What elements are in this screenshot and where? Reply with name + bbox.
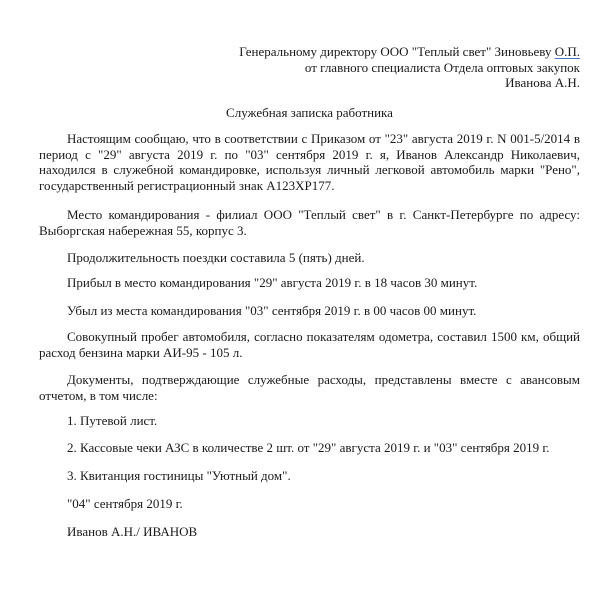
- list-item-receipts: 2. Кассовые чеки АЗС в количестве 2 шт. от "29" августа 2019 г. и "03" сентября 2019 г.: [67, 440, 550, 455]
- document-title: Служебная записка работника: [226, 105, 393, 120]
- list-item-hotel: 3. Квитанция гостиницы "Уютный дом".: [67, 468, 291, 483]
- paragraph-order: Настоящим сообщаю, что в соответствии с Приказом от "23" августа 2019 г. N 001-5/2014 в период с "29" августа 2019 г. по "03" сентября 2019 г. я, Иванов Александр Николаевич, находился в служебной командировке, используя личный легковой автомобиль марки "Рено", государственный регистрационный знак А123ХР177.: [39, 131, 580, 193]
- sender-name: Иванова А.Н.: [505, 75, 580, 91]
- addressee-initials: О.П.: [554, 44, 580, 59]
- sender-position: от главного специалиста Отдела оптовых закупок: [304, 59, 580, 75]
- document-date: "04" сентября 2019 г.: [67, 496, 183, 511]
- list-item-waybill: 1. Путевой лист.: [67, 413, 158, 428]
- signature: Иванов А.Н./ ИВАНОВ: [67, 524, 198, 539]
- paragraph-location: Место командирования - филиал ООО "Теплый свет" в г. Санкт-Петербурге по адресу: Выборгская набережная 55, корпус 3.: [39, 207, 580, 238]
- paragraph-documents: Документы, подтверждающие служебные расходы, представлены вместе с авансовым отчетом, в том числе:: [39, 372, 580, 403]
- addressee-director: Генеральному директору ООО "Теплый свет" Зиновьеву: [239, 44, 555, 59]
- paragraph-arrival: Прибыл в место командирования "29" августа 2019 г. в 18 часов 30 минут.: [67, 275, 478, 290]
- paragraph-departure: Убыл из места командирования "03" сентября 2019 г. в 00 часов 00 минут.: [67, 303, 477, 318]
- addressee-line: [180, 44, 580, 60]
- paragraph-duration: Продолжительность поездки составила 5 (пять) дней.: [67, 250, 365, 265]
- paragraph-mileage: Совокупный пробег автомобиля, согласно показателям одометра, составил 1500 км, общий расход бензина марки АИ-95 - 105 л.: [39, 329, 580, 360]
- addressee-block: [180, 44, 580, 91]
